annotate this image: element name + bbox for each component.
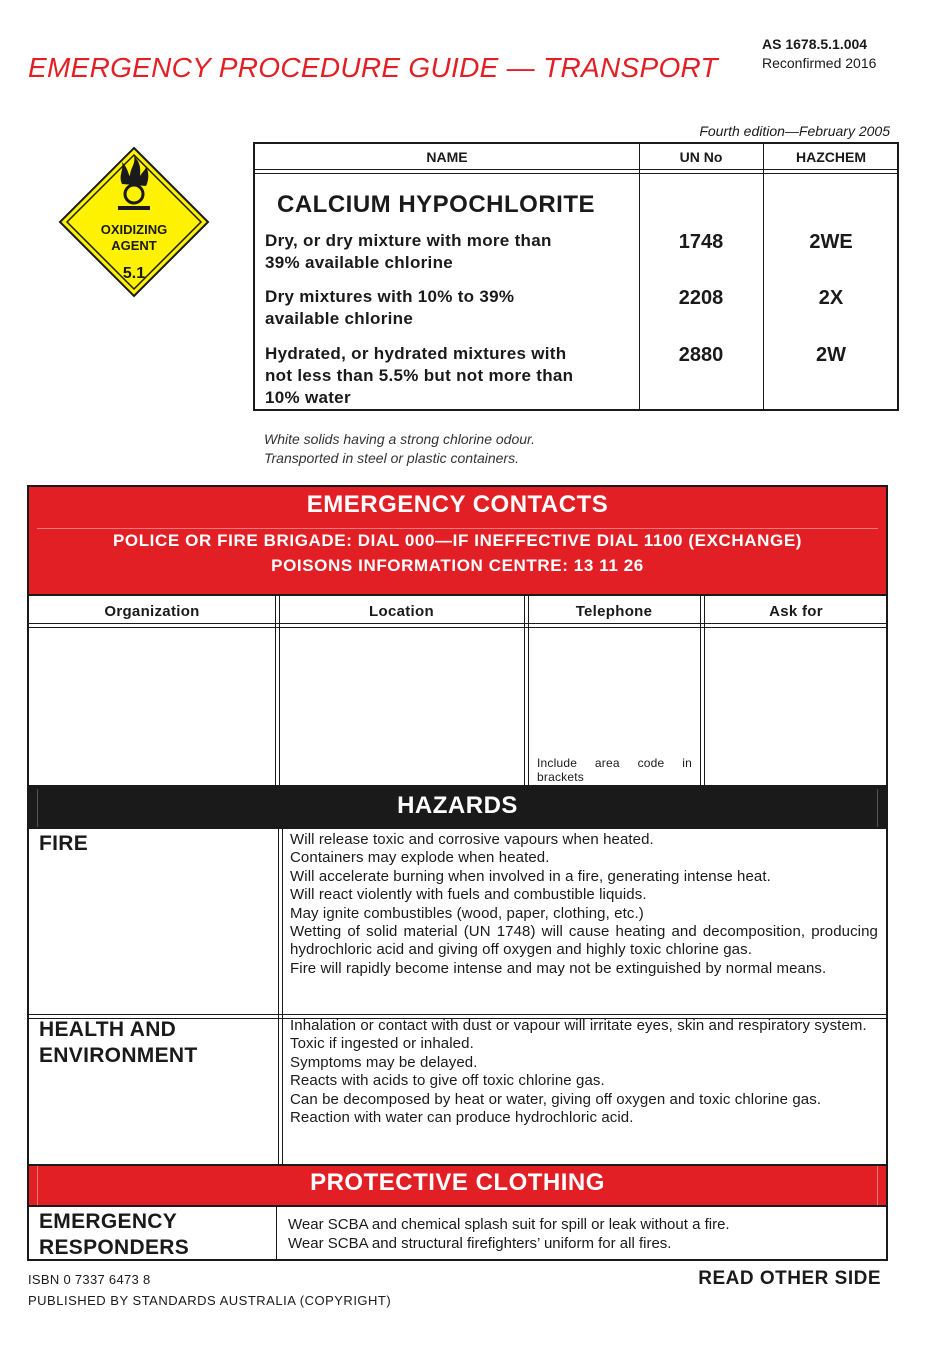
ask-for-column-header: Ask for [769,603,823,620]
oxidizing-agent-placard [58,146,210,298]
standard-code: AS 1678.5.1.004 [762,36,868,52]
page-title: EMERGENCY PROCEDURE GUIDE — TRANSPORT [28,52,718,83]
emergency-contacts-title: EMERGENCY CONTACTS [306,491,609,518]
placard-line2: AGENT [111,238,157,253]
emergency-responders-label: EMERGENCY RESPONDERS [39,1210,190,1259]
poisons-centre-contact: POISONS INFORMATION CENTRE: 13 11 26 [271,556,644,575]
variant-description: Hydrated, or hydrated mixtures with not less than 5.5% but not more than 10% water [265,344,574,407]
name-column-header: NAME [426,149,468,165]
contacts-table [27,596,888,787]
un-number: 2208 [678,287,724,309]
placard-line1: OXIDIZING [100,222,168,237]
substance-description: White solids having a strong chlorine odour. Transported in steel or plastic containers. [264,431,536,466]
telephone-column-header: Telephone [575,603,653,620]
hazards-table [27,829,888,1166]
police-fire-contact: POLICE OR FIRE BRIGADE: DIAL 000—IF INEFFECTIVE DIAL 1100 (EXCHANGE) [112,531,803,550]
hazchem-code: 2X [818,287,844,309]
chemical-name: CALCIUM HYPOCHLORITE [277,191,595,218]
protective-clothing-banner [27,1164,888,1207]
name-table [253,142,899,411]
health-environment-label: HEALTH AND ENVIRONMENT [39,1018,198,1067]
hazchem-column-header: HAZCHEM [796,149,866,165]
placard-class: 5.1 [122,265,146,282]
hazchem-code: 2W [816,344,846,366]
edition-note: Fourth edition—February 2005 [699,123,890,139]
publisher-note: PUBLISHED BY STANDARDS AUSTRALIA (COPYRIGHT) [28,1293,392,1308]
hazchem-code: 2WE [809,231,853,253]
variant-description: Dry mixtures with 10% to 39% available chlorine [265,287,515,328]
variant-description: Dry, or dry mixture with more than 39% available chlorine [265,231,552,272]
un-number: 2880 [678,344,724,366]
hazards-title: HAZARDS [397,792,518,819]
protective-clothing-title: PROTECTIVE CLOTHING [310,1169,605,1196]
un-no-column-header: UN No [679,149,723,165]
location-column-header: Location [369,603,434,620]
hazards-banner [27,787,888,829]
isbn: ISBN 0 7337 6473 8 [28,1272,151,1287]
health-hazards-text: Inhalation or contact with dust or vapour will irritate eyes, skin and respiratory system. Toxic if ingested or inhaled. Symptoms may be delayed. Reacts with acids to give off toxic chlorine gas. Can be decomposed by heat or water, giving off oxygen and toxic chlorine gas. Reaction with water can produce hydrochloric acid. [290,1017,867,1127]
reconfirmed-note: Reconfirmed 2016 [762,55,877,71]
fire-label: FIRE [39,832,89,855]
read-other-side: READ OTHER SIDE [698,1268,881,1289]
emergency-contacts-banner [27,485,888,596]
fire-hazards-text: Will release toxic and corrosive vapours when heated. Containers may explode when heated. Will accelerate burning when involved in a fire, generating intense heat. Will react violently with fuels and combustible liquids. May ignite combustibles (wood, paper, clothing, etc.) Wetting of solid material (UN 1748) will cause heating and decomposition, producing hydrochloric acid and giving off oxygen and highly toxic chlorine gas. Fire will rapidly become intense and may not be extinguished by normal means. [290,831,878,977]
telephone-note: Include area code in brackets [537,756,692,784]
protective-clothing-text: Wear SCBA and chemical splash suit for spill or leak without a fire. Wear SCBA and structural firefighters’ uniform for all fires. [288,1216,730,1252]
un-number: 1748 [678,231,724,253]
protective-clothing-table [27,1207,888,1261]
organization-column-header: Organization [104,603,200,620]
